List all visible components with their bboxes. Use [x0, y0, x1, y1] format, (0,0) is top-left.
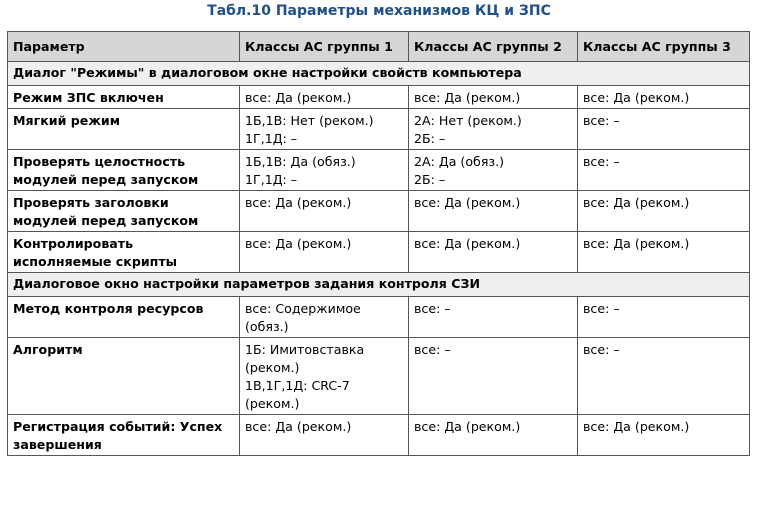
- group-2-cell: все: Да (реком.): [409, 191, 578, 232]
- param-cell: Метод контроля ресурсов: [8, 297, 240, 338]
- table-row: [8, 338, 750, 415]
- group-1-cell: 1Б: Имитовставка (реком.) 1В,1Г,1Д: CRC-7 (реком.): [240, 338, 409, 415]
- header-group-1: Классы АС группы 1: [240, 32, 409, 62]
- group-1-cell: все: Да (реком.): [240, 232, 409, 273]
- group-2-cell: все: –: [409, 338, 578, 415]
- param-cell: Мягкий режим: [8, 109, 240, 150]
- group-3-cell: все: Да (реком.): [578, 232, 750, 273]
- parameters-table: [7, 31, 750, 456]
- group-2-cell: 2А: Нет (реком.) 2Б: –: [409, 109, 578, 150]
- section-label: Диалоговое окно настройки параметров задания контроля СЗИ: [8, 273, 750, 297]
- group-1-cell: 1Б,1В: Нет (реком.) 1Г,1Д: –: [240, 109, 409, 150]
- group-1-cell: все: Да (реком.): [240, 415, 409, 456]
- group-2-cell: 2А: Да (обяз.) 2Б: –: [409, 150, 578, 191]
- header-parameter: Параметр: [8, 32, 240, 62]
- table-row: [8, 415, 750, 456]
- group-2-cell: все: Да (реком.): [409, 415, 578, 456]
- group-3-cell: все: Да (реком.): [578, 415, 750, 456]
- group-3-cell: все: –: [578, 297, 750, 338]
- table-row: [8, 109, 750, 150]
- table-row: [8, 150, 750, 191]
- group-2-cell: все: Да (реком.): [409, 232, 578, 273]
- param-cell: Проверять целостность модулей перед запуском: [8, 150, 240, 191]
- group-1-cell: все: Да (реком.): [240, 191, 409, 232]
- header-group-3: Классы АС группы 3: [578, 32, 750, 62]
- group-2-cell: все: –: [409, 297, 578, 338]
- param-cell: Регистрация событий: Успех завершения: [8, 415, 240, 456]
- section-row: [8, 273, 750, 297]
- param-cell: Режим ЗПС включен: [8, 86, 240, 109]
- header-group-2: Классы АС группы 2: [409, 32, 578, 62]
- table-row: [8, 86, 750, 109]
- group-1-cell: 1Б,1В: Да (обяз.) 1Г,1Д: –: [240, 150, 409, 191]
- param-cell: Алгоритм: [8, 338, 240, 415]
- param-cell: Контролировать исполняемые скрипты: [8, 232, 240, 273]
- group-1-cell: все: Содержимое (обяз.): [240, 297, 409, 338]
- group-2-cell: все: Да (реком.): [409, 86, 578, 109]
- group-1-cell: все: Да (реком.): [240, 86, 409, 109]
- header-row: [8, 32, 750, 62]
- section-row: [8, 62, 750, 86]
- table-row: [8, 297, 750, 338]
- table-row: [8, 191, 750, 232]
- param-cell: Проверять заголовки модулей перед запуском: [8, 191, 240, 232]
- table-title: Табл.10 Параметры механизмов КЦ и ЗПС: [207, 3, 551, 19]
- group-3-cell: все: –: [578, 338, 750, 415]
- group-3-cell: все: Да (реком.): [578, 86, 750, 109]
- table-row: [8, 232, 750, 273]
- group-3-cell: все: –: [578, 109, 750, 150]
- group-3-cell: все: Да (реком.): [578, 191, 750, 232]
- group-3-cell: все: –: [578, 150, 750, 191]
- section-label: Диалог "Режимы" в диалоговом окне настройки свойств компьютера: [8, 62, 750, 86]
